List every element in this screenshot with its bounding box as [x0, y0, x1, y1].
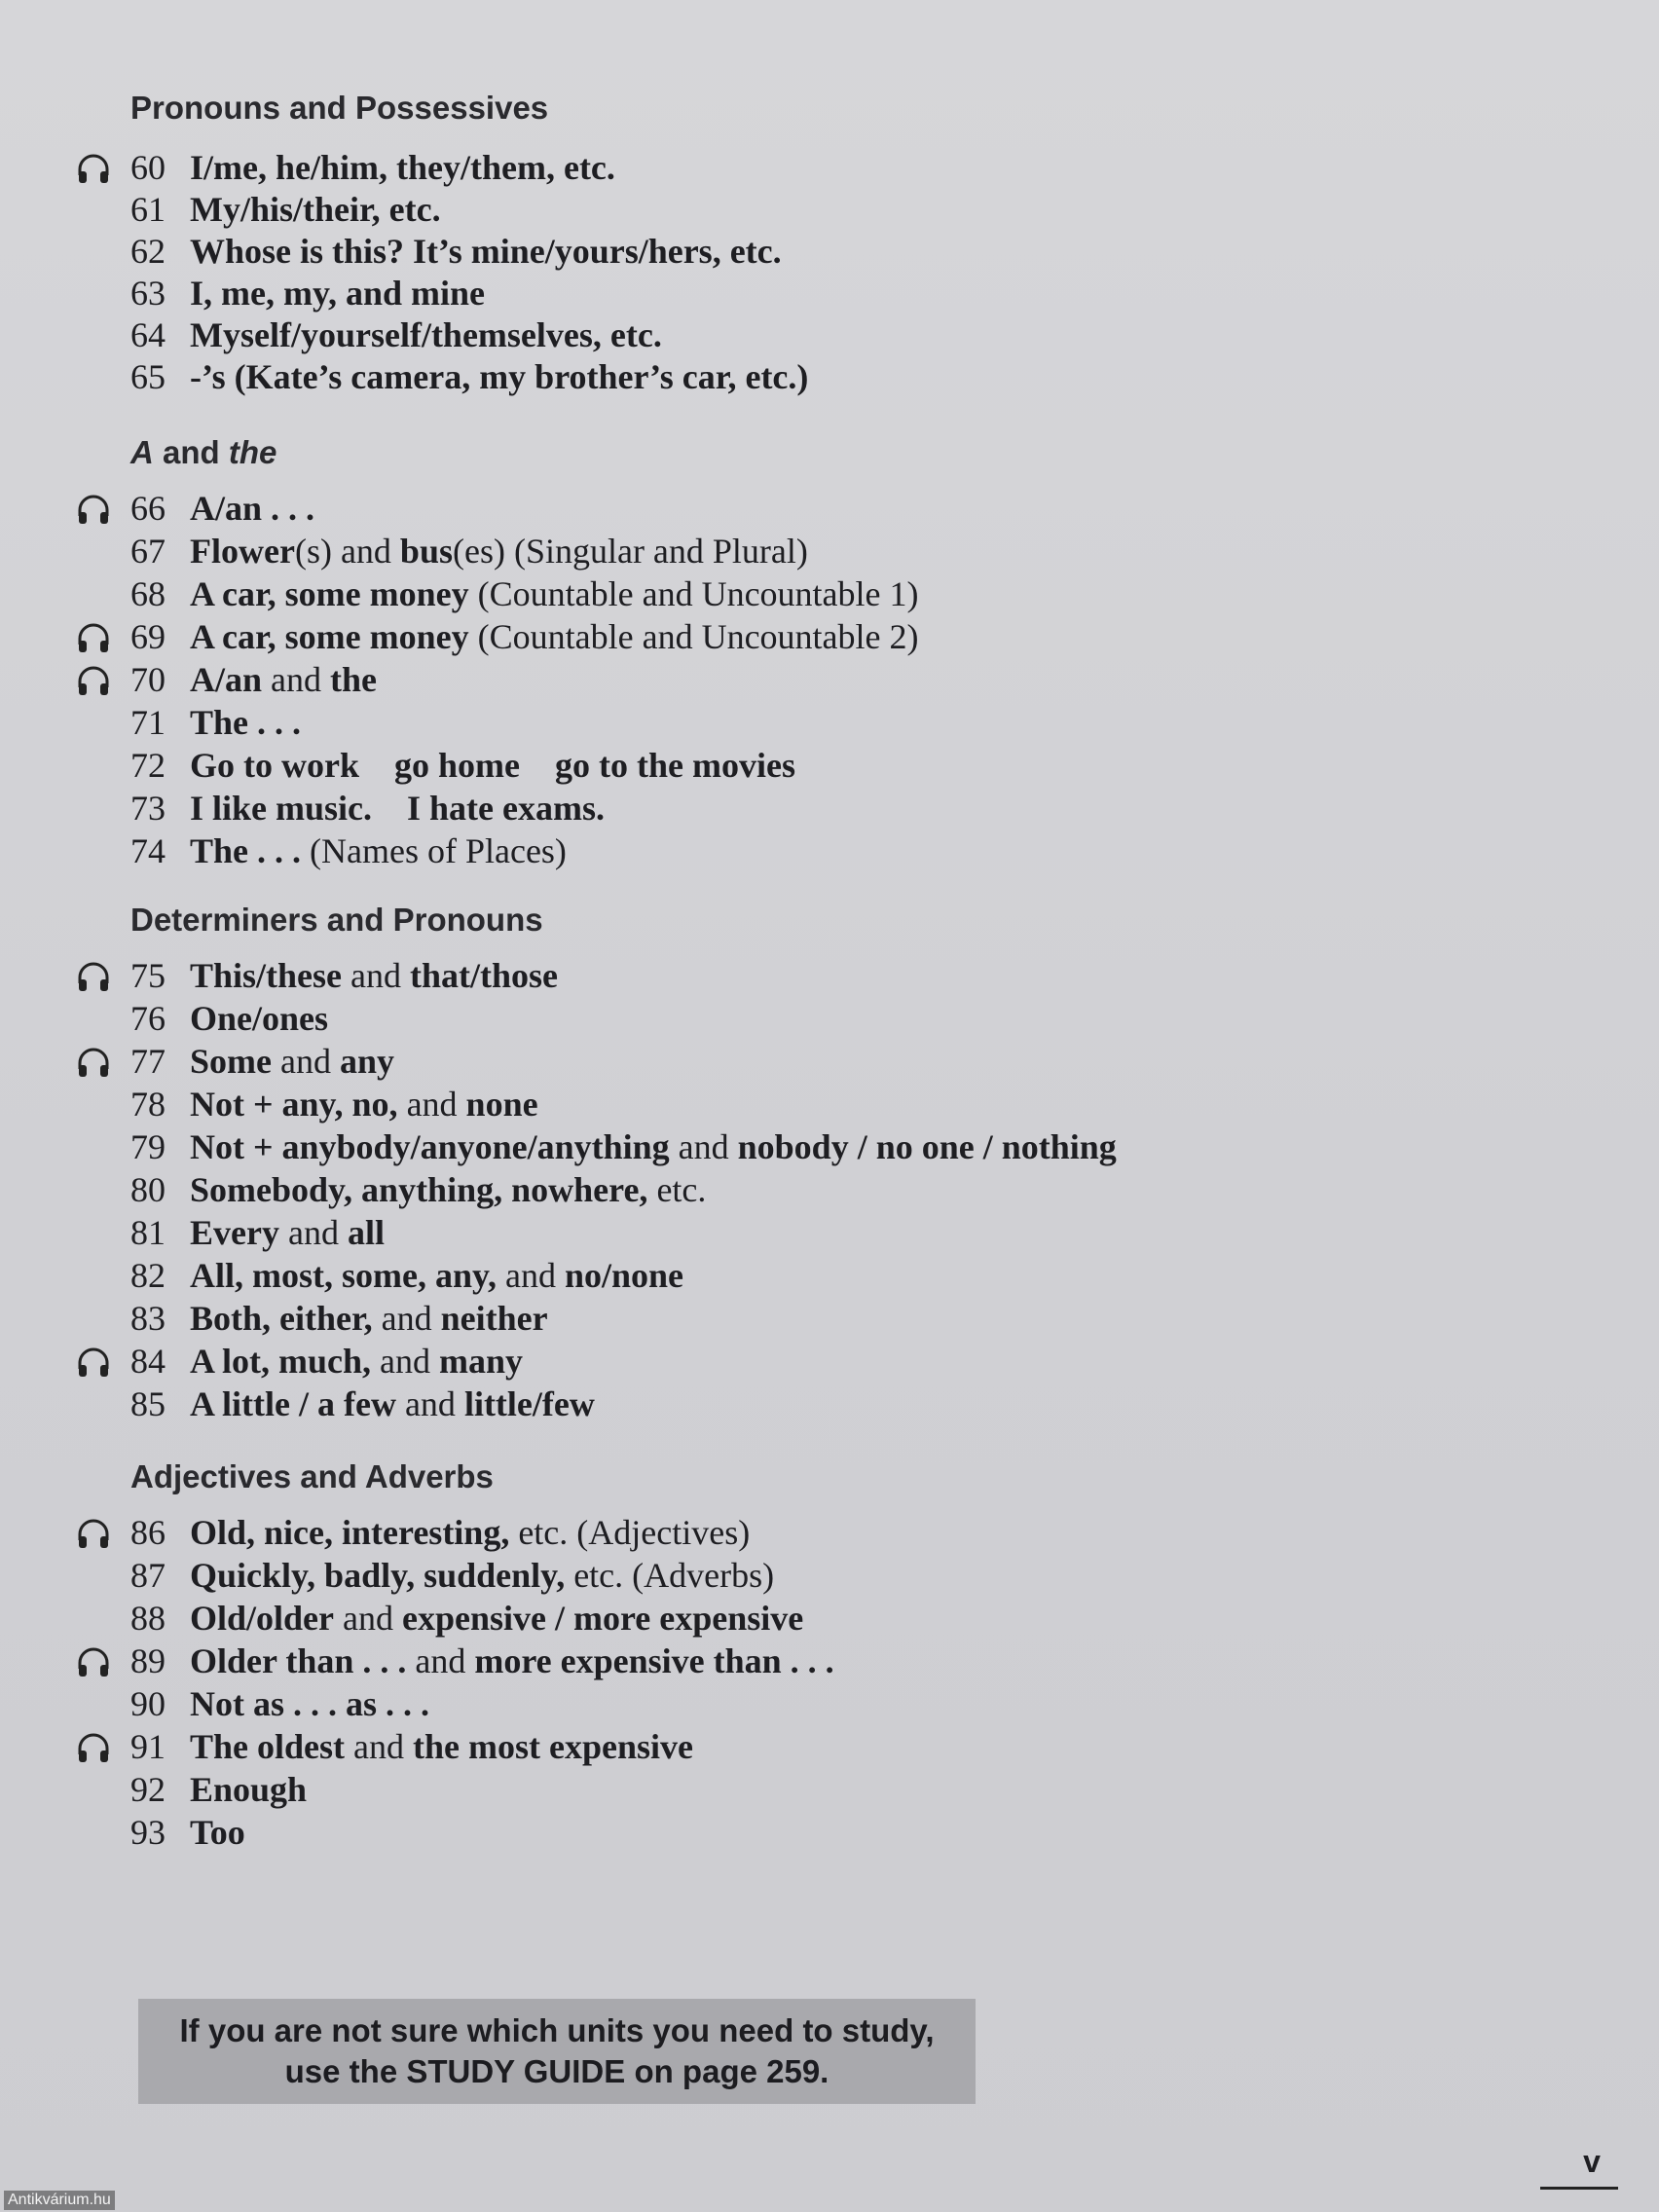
- headphones-icon: [76, 962, 111, 993]
- unit-title[interactable]: Older than . . . and more expensive than . . .: [190, 1641, 834, 1680]
- unit-title[interactable]: I/me, he/him, they/them, etc.: [190, 148, 615, 187]
- unit-title[interactable]: Some and any: [190, 1042, 395, 1081]
- unit-number: 65: [130, 357, 166, 396]
- unit-number: 90: [130, 1684, 166, 1723]
- study-guide-link[interactable]: STUDY GUIDE: [406, 2053, 626, 2089]
- unit-number: 78: [130, 1085, 166, 1124]
- section-heading-determiners: Determiners and Pronouns: [130, 902, 543, 938]
- contents-row: [0, 954, 1460, 997]
- headphones-icon: [76, 1048, 111, 1079]
- headphones-icon: [76, 495, 111, 526]
- unit-number: 63: [130, 274, 166, 313]
- unit-title[interactable]: -’s (Kate’s camera, my brother’s car, etc.): [190, 357, 809, 396]
- unit-title[interactable]: Every and all: [190, 1213, 385, 1252]
- contents-row: [0, 997, 1460, 1040]
- contents-row: [0, 1168, 1460, 1211]
- study-guide-line-1: If you are not sure which units you need to study,: [179, 2012, 935, 2048]
- unit-number: 68: [130, 574, 166, 613]
- unit-number: 91: [130, 1727, 166, 1766]
- unit-title[interactable]: Too: [190, 1813, 245, 1852]
- contents-row: [0, 1511, 1460, 1554]
- unit-number: 85: [130, 1384, 166, 1423]
- contents-row: [0, 355, 1460, 398]
- contents-row: [0, 1725, 1460, 1768]
- headphones-icon: [76, 666, 111, 697]
- unit-number: 86: [130, 1513, 166, 1552]
- unit-number: 81: [130, 1213, 166, 1252]
- contents-row: [0, 272, 1460, 314]
- unit-number: 64: [130, 315, 166, 354]
- unit-title[interactable]: I like music. I hate exams.: [190, 789, 605, 828]
- contents-row: [0, 1682, 1460, 1725]
- unit-number: 82: [130, 1256, 166, 1295]
- unit-title[interactable]: Old, nice, interesting, etc. (Adjectives): [190, 1513, 751, 1552]
- unit-number: 74: [130, 831, 166, 870]
- study-guide-line-2: use the STUDY GUIDE on page 259.: [284, 2053, 830, 2089]
- contents-row: [0, 1125, 1460, 1168]
- unit-number: 62: [130, 232, 166, 271]
- unit-number: 79: [130, 1127, 166, 1166]
- unit-title[interactable]: My/his/their, etc.: [190, 190, 441, 229]
- unit-number: 92: [130, 1770, 166, 1809]
- unit-title[interactable]: Whose is this? It’s mine/yours/hers, etc.: [190, 232, 782, 271]
- unit-title[interactable]: The . . .: [190, 703, 302, 742]
- unit-title[interactable]: The . . . (Names of Places): [190, 831, 567, 870]
- unit-title[interactable]: Quickly, badly, suddenly, etc. (Adverbs): [190, 1556, 775, 1595]
- contents-row: [0, 230, 1460, 273]
- section-heading-adjectives: Adjectives and Adverbs: [130, 1458, 494, 1494]
- watermark: Antikvárium.hu: [4, 2191, 115, 2210]
- contents-row: [0, 146, 1460, 189]
- contents-row: [0, 1382, 1460, 1425]
- unit-title[interactable]: Not + any, no, and none: [190, 1085, 538, 1124]
- unit-number: 61: [130, 190, 166, 229]
- unit-title[interactable]: A car, some money (Countable and Uncountable 1): [190, 574, 919, 613]
- unit-number: 87: [130, 1556, 166, 1595]
- unit-title[interactable]: The oldest and the most expensive: [190, 1727, 693, 1766]
- page-number: v: [1583, 2144, 1601, 2179]
- unit-title[interactable]: Flower(s) and bus(es) (Singular and Plural): [190, 532, 808, 571]
- unit-title[interactable]: One/ones: [190, 999, 329, 1038]
- unit-number: 70: [130, 660, 166, 699]
- study-guide-box: [138, 1999, 976, 2104]
- unit-number: 80: [130, 1170, 166, 1209]
- contents-row: [0, 1040, 1460, 1083]
- unit-number: 88: [130, 1599, 166, 1638]
- contents-row: [0, 1297, 1460, 1340]
- headphones-icon: [76, 623, 111, 654]
- contents-row: [0, 487, 1460, 530]
- unit-number: 89: [130, 1641, 166, 1680]
- unit-title[interactable]: Not as . . . as . . .: [190, 1684, 430, 1723]
- unit-title[interactable]: Both, either, and neither: [190, 1299, 548, 1338]
- headphones-icon: [76, 1347, 111, 1379]
- contents-row: [0, 1768, 1460, 1811]
- unit-number: 72: [130, 746, 166, 785]
- unit-number: 76: [130, 999, 166, 1038]
- unit-title[interactable]: A lot, much, and many: [190, 1342, 524, 1381]
- unit-number: 66: [130, 489, 166, 528]
- unit-title[interactable]: Go to work go home go to the movies: [190, 746, 795, 785]
- headphones-icon: [76, 154, 111, 185]
- unit-title[interactable]: A/an and the: [190, 660, 378, 699]
- headphones-icon: [76, 1733, 111, 1764]
- contents-row: [0, 658, 1460, 701]
- contents-row: [0, 701, 1460, 744]
- contents-row: [0, 530, 1460, 572]
- unit-number: 77: [130, 1042, 166, 1081]
- unit-title[interactable]: All, most, some, any, and no/none: [190, 1256, 684, 1295]
- unit-title[interactable]: I, me, my, and mine: [190, 274, 486, 313]
- headphones-icon: [76, 1647, 111, 1678]
- unit-title[interactable]: A car, some money (Countable and Uncountable 2): [190, 617, 919, 656]
- unit-number: 75: [130, 956, 166, 995]
- unit-title[interactable]: Myself/yourself/themselves, etc.: [190, 315, 662, 354]
- unit-title[interactable]: Somebody, anything, nowhere, etc.: [190, 1170, 707, 1209]
- unit-number: 73: [130, 789, 166, 828]
- contents-row: [0, 572, 1460, 615]
- unit-number: 60: [130, 148, 166, 187]
- section-heading-articles: A and the: [130, 434, 277, 470]
- contents-row: [0, 188, 1460, 231]
- contents-row: [0, 1597, 1460, 1640]
- section-heading-pronouns: Pronouns and Possessives: [130, 90, 549, 126]
- contents-row: [0, 1554, 1460, 1597]
- unit-title[interactable]: A little / a few and little/few: [190, 1384, 595, 1423]
- unit-title[interactable]: A/an . . .: [190, 489, 315, 528]
- unit-title[interactable]: Old/older and expensive / more expensive: [190, 1599, 804, 1638]
- contents-row: [0, 1083, 1460, 1125]
- contents-row: [0, 615, 1460, 658]
- contents-row: [0, 787, 1460, 830]
- unit-title[interactable]: This/these and that/those: [190, 956, 559, 995]
- unit-number: 67: [130, 532, 166, 571]
- contents-row: [0, 1340, 1460, 1382]
- unit-number: 84: [130, 1342, 166, 1381]
- contents-row: [0, 313, 1460, 356]
- contents-row: [0, 1254, 1460, 1297]
- unit-title[interactable]: Not + anybody/anyone/anything and nobody / no one / nothing: [190, 1127, 1117, 1166]
- unit-number: 83: [130, 1299, 166, 1338]
- page-number-rule: [1540, 2187, 1618, 2190]
- contents-row: [0, 1811, 1460, 1854]
- unit-title[interactable]: Enough: [190, 1770, 308, 1809]
- unit-number: 93: [130, 1813, 166, 1852]
- unit-number: 69: [130, 617, 166, 656]
- contents-row: [0, 830, 1460, 872]
- unit-number: 71: [130, 703, 166, 742]
- contents-row: [0, 1640, 1460, 1682]
- contents-row: [0, 744, 1460, 787]
- headphones-icon: [76, 1519, 111, 1550]
- contents-row: [0, 1211, 1460, 1254]
